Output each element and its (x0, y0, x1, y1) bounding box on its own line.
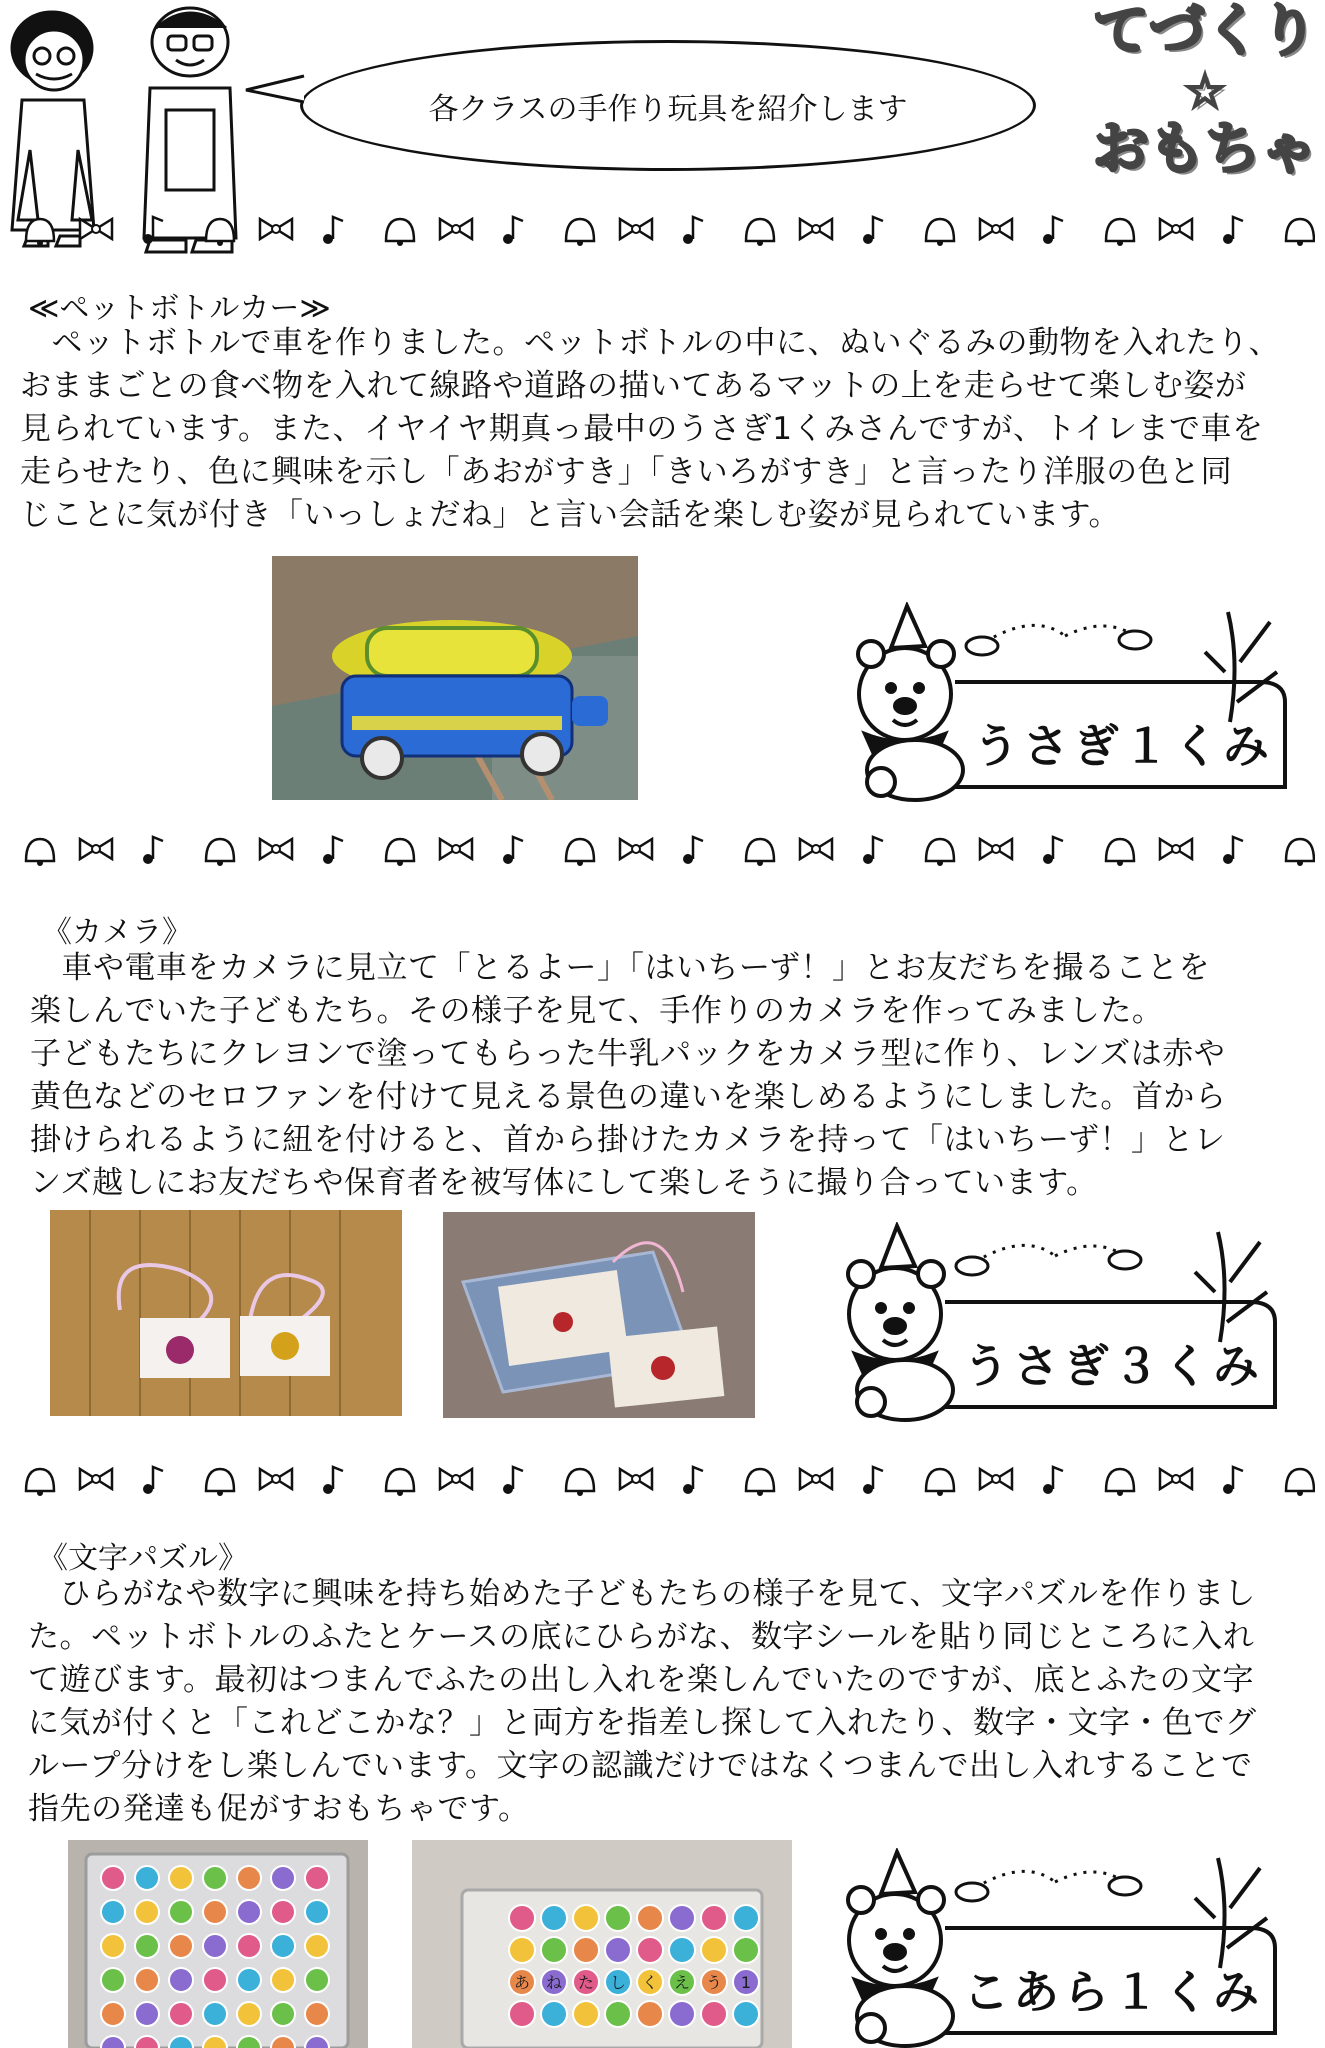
bottle-cap (701, 1905, 727, 1931)
text-line: 走らせたり、色に興味を示し「あおがすき」「きいろがすき」と言ったり洋服の色と同 (20, 454, 1233, 490)
bottle-cap (135, 1934, 159, 1958)
cap-letter: し (609, 1973, 627, 1992)
bottle-cap (101, 1968, 125, 1992)
bottle-cap (573, 1905, 599, 1931)
bottle-cap (669, 1937, 695, 1963)
bottle-cap (237, 1968, 261, 1992)
music-note-icon (863, 217, 883, 244)
bottle-cap (733, 2001, 759, 2027)
bell-icon (26, 219, 54, 246)
bottle-cap (637, 1905, 663, 1931)
section-heading: 《文字パズル》 (38, 1541, 248, 1576)
ribbon-icon (80, 1469, 112, 1489)
bottle-cap (573, 2001, 599, 2027)
ribbon-icon (620, 219, 652, 239)
music-note-icon (1223, 837, 1243, 864)
bell-icon (206, 839, 234, 866)
bell-icon (26, 839, 54, 866)
ribbon-icon (1160, 839, 1192, 859)
text-line: 掛けられるように紐を付けると、首から掛けたカメラを持って「はいちーず！」とレ (30, 1122, 1226, 1158)
text-line: おままごとの食べ物を入れて線路や道路の描いてあるマットの上を走らせて楽しむ姿が (20, 368, 1247, 404)
text-line: 指先の発達も促がすおもちゃです。 (28, 1791, 530, 1827)
text-line: た。ペットボトルのふたとケースの底にひらがな、数字シールを貼り同じところに入れ (28, 1619, 1255, 1655)
bottle-cap (541, 1937, 567, 1963)
section-body (20, 322, 1320, 537)
text-line: ひらがなや数字に興味を持ち始めた子どもたちの様子を見て、文字パズルを作りまし (28, 1576, 1256, 1612)
cap-letter: く (641, 1973, 659, 1992)
bell-icon (26, 1469, 54, 1496)
bottle-cap (305, 1968, 329, 1992)
section-heading: ≪ペットボトルカー≫ (28, 291, 331, 326)
music-note-icon (323, 217, 343, 244)
bubble-text: 各クラスの手作り玩具を紹介します (428, 91, 908, 127)
bell-icon (746, 839, 774, 866)
bottle-cap (101, 1866, 125, 1890)
ribbon-icon (620, 839, 652, 859)
ribbon-icon (260, 219, 292, 239)
cap-letter: 1 (740, 1973, 752, 1992)
music-note-icon (503, 837, 523, 864)
bottle-cap (701, 2001, 727, 2027)
bottle-cap (169, 1866, 193, 1890)
cap-letter: え (673, 1973, 691, 1992)
music-note-icon (1043, 217, 1063, 244)
cap-letter: ね (545, 1973, 563, 1992)
bottle-cap (605, 2001, 631, 2027)
text-line: 黄色などのセロファンを付けて見える景色の違いを楽しめるようにしました。首から (30, 1079, 1227, 1115)
ribbon-icon (260, 839, 292, 859)
bottle-cap (203, 2002, 227, 2026)
cap-letter: う (705, 1973, 723, 1992)
ribbon-icon (260, 1469, 292, 1489)
ribbon-icon (800, 1469, 832, 1489)
bottle-cap (605, 1905, 631, 1931)
bottle-cap (305, 1866, 329, 1890)
music-note-icon (863, 837, 883, 864)
section-heading: 《カメラ》 (42, 915, 192, 950)
bell-ribbon-divider (10, 1455, 1315, 1501)
bell-icon (1106, 1469, 1134, 1496)
ribbon-icon (440, 1469, 472, 1489)
ribbon-icon (800, 839, 832, 859)
bell-icon (206, 1469, 234, 1496)
bottle-cap (169, 1900, 193, 1924)
music-note-icon (323, 1467, 343, 1494)
title-line1: てづくり (1093, 0, 1317, 64)
music-note-icon (323, 837, 343, 864)
ribbon-icon (440, 839, 472, 859)
class-label: うさぎ１くみ (973, 719, 1273, 773)
bottle-cap (237, 1866, 261, 1890)
bottle-cap (605, 1937, 631, 1963)
camera-photo-1 (50, 1210, 402, 1416)
music-note-icon (503, 217, 523, 244)
bottle-cap (541, 1905, 567, 1931)
bell-icon (926, 219, 954, 246)
bottle-cap (701, 1937, 727, 1963)
bottle-cap (271, 1900, 295, 1924)
cap-letter: あ (513, 1973, 531, 1992)
bell-icon (1286, 219, 1314, 246)
bottle-cap (271, 1968, 295, 1992)
bell-icon (746, 219, 774, 246)
bell-icon (386, 839, 414, 866)
music-note-icon (1043, 837, 1063, 864)
music-note-icon (863, 1467, 883, 1494)
bottle-cap (669, 2001, 695, 2027)
letter-puzzle-photo-2 (412, 1840, 792, 2048)
text-line: に気が付くと「これどこかな？」と両方を指差し探して入れたり、数字・文字・色でグ (28, 1705, 1257, 1741)
bell-icon (746, 1469, 774, 1496)
class-label: うさぎ３くみ (963, 1339, 1263, 1393)
ribbon-icon (980, 839, 1012, 859)
bottle-cap (305, 2002, 329, 2026)
cap-letter: た (577, 1973, 595, 1992)
bottle-cap (101, 1900, 125, 1924)
music-note-icon (683, 1467, 703, 1494)
letter-puzzle-photo-1 (68, 1840, 368, 2048)
pet-bottle-car-photo (272, 556, 638, 800)
bottle-cap (541, 2001, 567, 2027)
text-line: ンズ越しにお友だちや保育者を被写体にして楽しそうに撮り合っています。 (30, 1165, 1098, 1201)
class-badge (835, 1222, 1305, 1422)
bottle-cap (637, 1937, 663, 1963)
bottle-cap (203, 1968, 227, 1992)
ribbon-icon (1160, 219, 1192, 239)
music-note-icon (503, 1467, 523, 1494)
ribbon-icon (80, 839, 112, 859)
music-note-icon (1043, 1467, 1063, 1494)
class-badge (835, 1848, 1305, 2048)
music-note-icon (683, 217, 703, 244)
bottle-cap (203, 1900, 227, 1924)
bell-icon (1106, 219, 1134, 246)
camera-photo-2 (443, 1212, 755, 1418)
bottle-cap (669, 1905, 695, 1931)
title-star: ☆ (1184, 64, 1226, 118)
bottle-cap (271, 1934, 295, 1958)
bottle-cap (169, 1968, 193, 1992)
text-line: 車や電車をカメラに見立て「とるよー」「はいちーず！」とお友だちを撮ることを (30, 950, 1210, 986)
text-line: 子どもたちにクレヨンで塗ってもらった牛乳パックをカメラ型に作り、レンズは赤や (30, 1036, 1226, 1072)
bell-icon (926, 839, 954, 866)
bell-icon (566, 839, 594, 866)
bottle-cap (135, 2002, 159, 2026)
text-line: ループ分けをし楽しんでいます。文字の認識だけではなくつまんで出し入れすることで (28, 1748, 1253, 1784)
ribbon-icon (800, 219, 832, 239)
bottle-cap (203, 1866, 227, 1890)
text-line: 見られています。また、イヤイヤ期真っ最中のうさぎ1くみさんですが、トイレまで車を (20, 411, 1264, 447)
bottle-cap (101, 1934, 125, 1958)
speech-bubble-tail (244, 62, 324, 112)
bell-icon (566, 1469, 594, 1496)
bottle-cap (733, 1937, 759, 1963)
bell-ribbon-divider (10, 205, 1315, 251)
bottle-cap (237, 2002, 261, 2026)
bell-icon (206, 219, 234, 246)
class-label: こあら１くみ (963, 1965, 1263, 2019)
bottle-cap (733, 1905, 759, 1931)
bottle-cap (135, 1866, 159, 1890)
bottle-cap (101, 2002, 125, 2026)
bottle-cap (573, 1937, 599, 1963)
ribbon-icon (440, 219, 472, 239)
bottle-cap (237, 1934, 261, 1958)
title-logo (1085, 0, 1325, 180)
music-note-icon (1223, 217, 1243, 244)
bell-icon (386, 1469, 414, 1496)
bottle-cap (169, 1934, 193, 1958)
bottle-cap (271, 1866, 295, 1890)
bottle-cap (509, 2001, 535, 2027)
music-note-icon (683, 837, 703, 864)
ribbon-icon (980, 1469, 1012, 1489)
speech-bubble (300, 40, 1036, 171)
music-note-icon (143, 837, 163, 864)
bell-icon (1286, 839, 1314, 866)
bell-icon (566, 219, 594, 246)
music-note-icon (1223, 1467, 1243, 1494)
text-line: じことに気が付き「いっしょだね」と言い会話を楽しむ姿が見られています。 (20, 497, 1121, 533)
bottle-cap (203, 1934, 227, 1958)
bottle-cap (135, 1900, 159, 1924)
bell-ribbon-divider (10, 825, 1315, 871)
music-note-icon (143, 1467, 163, 1494)
music-note-icon (143, 217, 163, 244)
bottle-cap (305, 1900, 329, 1924)
bottle-cap (509, 1937, 535, 1963)
bottle-cap (135, 1968, 159, 1992)
ribbon-icon (620, 1469, 652, 1489)
text-line: 楽しんでいた子どもたち。その様子を見て、手作りのカメラを作ってみました。 (30, 993, 1164, 1029)
bottle-cap (305, 1934, 329, 1958)
section-body (28, 1573, 1320, 1831)
text-line: ペットボトルで車を作りました。ペットボトルの中に、ぬいぐるみの動物を入れたり、 (20, 325, 1280, 361)
bell-icon (926, 1469, 954, 1496)
bell-icon (1106, 839, 1134, 866)
bottle-cap (509, 1905, 535, 1931)
bottle-cap (271, 2002, 295, 2026)
bell-icon (1286, 1469, 1314, 1496)
bell-icon (386, 219, 414, 246)
bottle-cap (237, 1900, 261, 1924)
ribbon-icon (1160, 1469, 1192, 1489)
bottle-cap (169, 2002, 193, 2026)
title-line2: おもちゃ (1093, 117, 1317, 182)
section-body (30, 947, 1320, 1205)
bottle-cap (637, 2001, 663, 2027)
ribbon-icon (80, 219, 112, 239)
class-badge (845, 602, 1315, 802)
ribbon-icon (980, 219, 1012, 239)
text-line: て遊びます。最初はつまんでふたの出し入れを楽しんでいたのですが、底とふたの文字 (28, 1662, 1255, 1698)
